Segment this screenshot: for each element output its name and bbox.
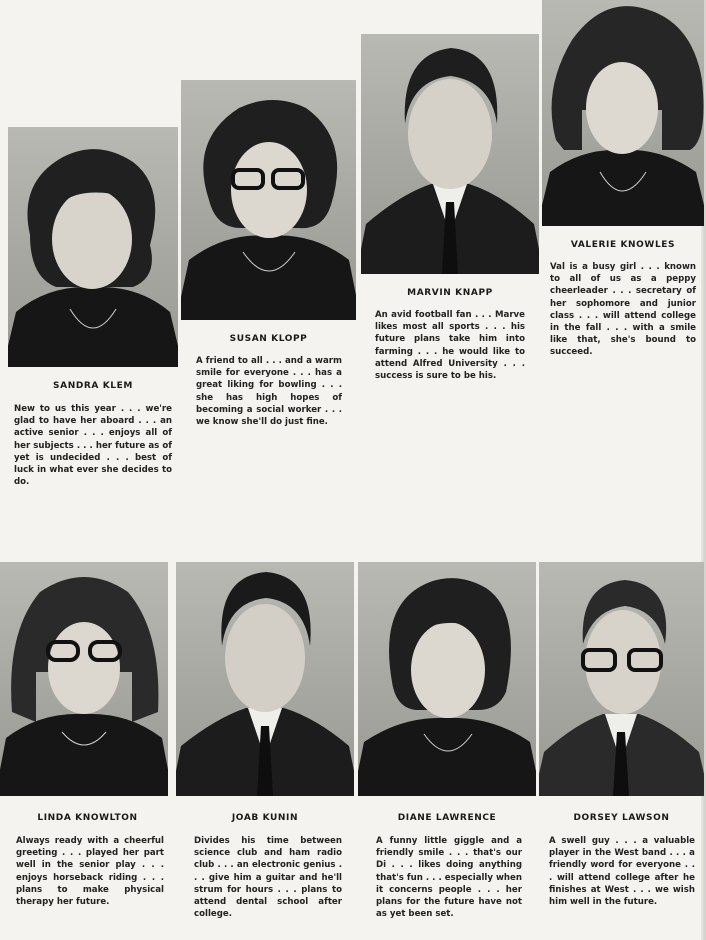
student-name: MARVIN KNAPP — [407, 288, 493, 298]
student-name: VALERIE KNOWLES — [570, 240, 676, 250]
student-name: SANDRA KLEM — [53, 381, 133, 391]
student-bio: A friend to all . . . and a warm smile for everyone . . . has a great liking for bowling . . . she has high hopes of becoming a social worker . . . we know she'll do just fine. — [196, 356, 342, 428]
portrait-dorsey-lawson — [539, 562, 704, 796]
student-bio: Divides his time between science club and ham radio club . . . an electronic genius . . . give him a guitar and he'll strum for hours . . . plans to attend dental school after college. — [194, 836, 342, 920]
student-bio: A funny little giggle and a friendly smile . . . that's our Di . . . likes doing anything that's fun . . . especially when it concerns people . . . her plans for the future have not as yet been set. — [376, 836, 522, 920]
student-bio: Always ready with a cheerful greeting . . . played her part well in the senior play . . . enjoys horseback riding . . . plans to make physical therapy her future. — [16, 836, 164, 908]
student-name: JOAB KUNIN — [231, 813, 299, 823]
student-bio: New to us this year . . . we're glad to have her aboard . . . an active senior . . . enjoys all of her subjects . . . her future as of yet is undecided . . . best of luck in what ever she decides to do. — [14, 404, 172, 488]
portrait-sandra-klem — [8, 127, 178, 367]
student-bio: A swell guy . . . a valuable player in the West band . . . a friendly word for everyone . . . will attend college after he finishes at West . . . we wish him well in the future. — [549, 836, 695, 908]
student-name: LINDA KNOWLTON — [37, 813, 138, 823]
portrait-joab-kunin — [176, 562, 354, 796]
portrait-susan-klopp — [181, 80, 356, 320]
portrait-diane-lawrence — [358, 562, 536, 796]
portrait-linda-knowlton — [0, 562, 168, 796]
student-name: DIANE LAWRENCE — [397, 813, 497, 823]
student-bio: Val is a busy girl . . . known to all of us as a peppy cheerleader . . . secretary of her sophomore and junior class . . . will attend college in the fall . . . with a smile like that, she's bound to succeed. — [550, 262, 696, 358]
portrait-valerie-knowles — [542, 0, 704, 226]
student-name: SUSAN KLOPP — [229, 334, 308, 344]
student-name: DORSEY LAWSON — [573, 813, 670, 823]
student-bio: An avid football fan . . . Marve likes most all sports . . . his future plans take him into farming . . . he would like to attend Alfred University . . . success is sure to be his. — [375, 310, 525, 382]
portrait-marvin-knapp — [361, 34, 539, 274]
